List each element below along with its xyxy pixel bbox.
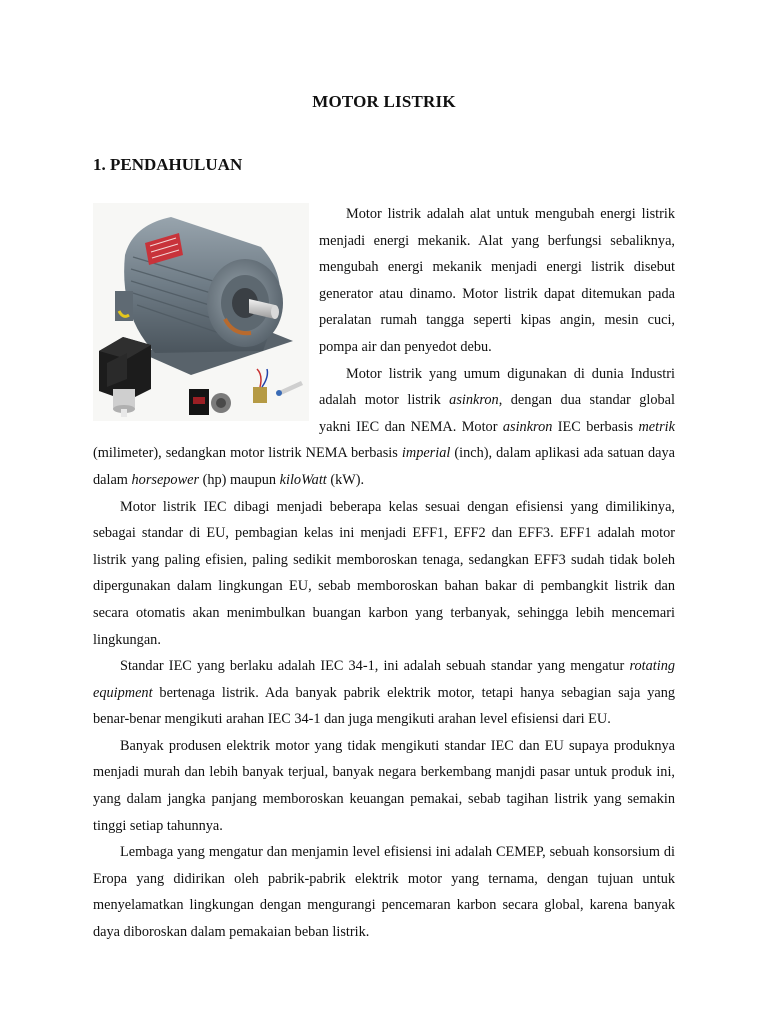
paragraph-2-text-2: , dengan dua standar global yakni IEC dan NEMA. Motor: [319, 392, 675, 435]
paragraph-2-text-3: IEC berbasis: [552, 418, 639, 435]
paragraph-2-text-1: Motor listrik yang umum digunakan di dunia Industri adalah motor listrik: [319, 365, 675, 409]
paragraph-2-text-4: (milimeter), sedangkan motor listrik NEMA berbasis: [93, 445, 402, 462]
document-body: [93, 201, 675, 946]
paragraph-2-text-6: (hp) maupun: [199, 471, 280, 488]
paragraph-3: Motor listrik IEC dibagi menjadi beberapa kelas sesuai dengan efisiensi yang dimilikinya, sebagai standar di EU, pembagian kelas ini menjadi EFF1, EFF2 dan EFF3. EFF1 adalah motor listrik yang paling efisien, paling sedikit memboroskan tenaga, sedangkan EFF3 sudah tidak boleh dipergunakan dalam lingkungan EU, sebab memboroskan bahan bakar di pembangkit listrik dan secara otomatis akan menimbulkan buangan karbon yang terbanyak, sehingga lebih mencemari lingkungan.: [93, 498, 675, 648]
term-imperial: imperial: [401, 445, 451, 462]
term-kilowatt: kiloWatt: [279, 471, 327, 488]
paragraph-2-text-5: (inch), dalam aplikasi ada satuan daya dalam: [93, 445, 675, 488]
term-metrik: metrik: [638, 418, 675, 435]
motor-photo: [93, 203, 309, 421]
paragraph-6: Lembaga yang mengatur dan menjamin level efisiensi ini adalah CEMEP, sebuah konsorsium di Eropa yang didirikan oleh pabrik-pabrik elektrik motor yang ternama, dengan tujuan untuk menyelamatkan lingkungan dengan mengurangi pencemaran karbon secara global, karena banyak daya diboroskan dalam pemakaian beban listrik.: [93, 844, 675, 941]
section-heading: 1. PENDAHULUAN: [93, 155, 243, 174]
paragraph-4: [93, 653, 675, 733]
document-title: MOTOR LISTRIK: [312, 92, 456, 111]
term-asinkron-2: asinkron: [502, 418, 553, 435]
paragraph-4-text-1: Standar IEC yang berlaku adalah IEC 34-1, ini adalah sebuah standar yang mengatur: [120, 658, 630, 675]
paragraph-5: Banyak produsen elektrik motor yang tidak mengikuti standar IEC dan EU supaya produknya menjadi murah dan lebih banyak terjual, banyak negara berkembang manjdi pasar untuk produk ini, yang dalam jangka panjang memboroskan keuangan pemakai, sebab tagihan listrik yang semakin tinggi setiap tahunnya.: [93, 737, 675, 834]
paragraph-2-text-7: (kW).: [326, 471, 365, 488]
paragraph-1: Motor listrik adalah alat untuk mengubah energi listrik menjadi energi mekanik. Alat yang berfungsi sebaliknya, mengubah energi mekanik menjadi energi listrik disebut generator atau dinamo. Motor listrik dapat ditemukan pada peralatan rumah tangga seperti kipas angin, mesin cuci, pompa air dan penyedot debu.: [319, 206, 675, 355]
term-horsepower: horsepower: [131, 471, 200, 488]
paragraph-4-text-2: bertenaga listrik. Ada banyak pabrik elektrik motor, tetapi hanya sebagian saja yang benar-benar mengikuti arahan IEC 34-1 dan juga mengikuti arahan level efisiensi dari EU.: [93, 684, 675, 728]
term-rotating-equipment: rotating equipment: [93, 658, 675, 701]
term-asinkron-1: asinkron: [449, 392, 499, 409]
